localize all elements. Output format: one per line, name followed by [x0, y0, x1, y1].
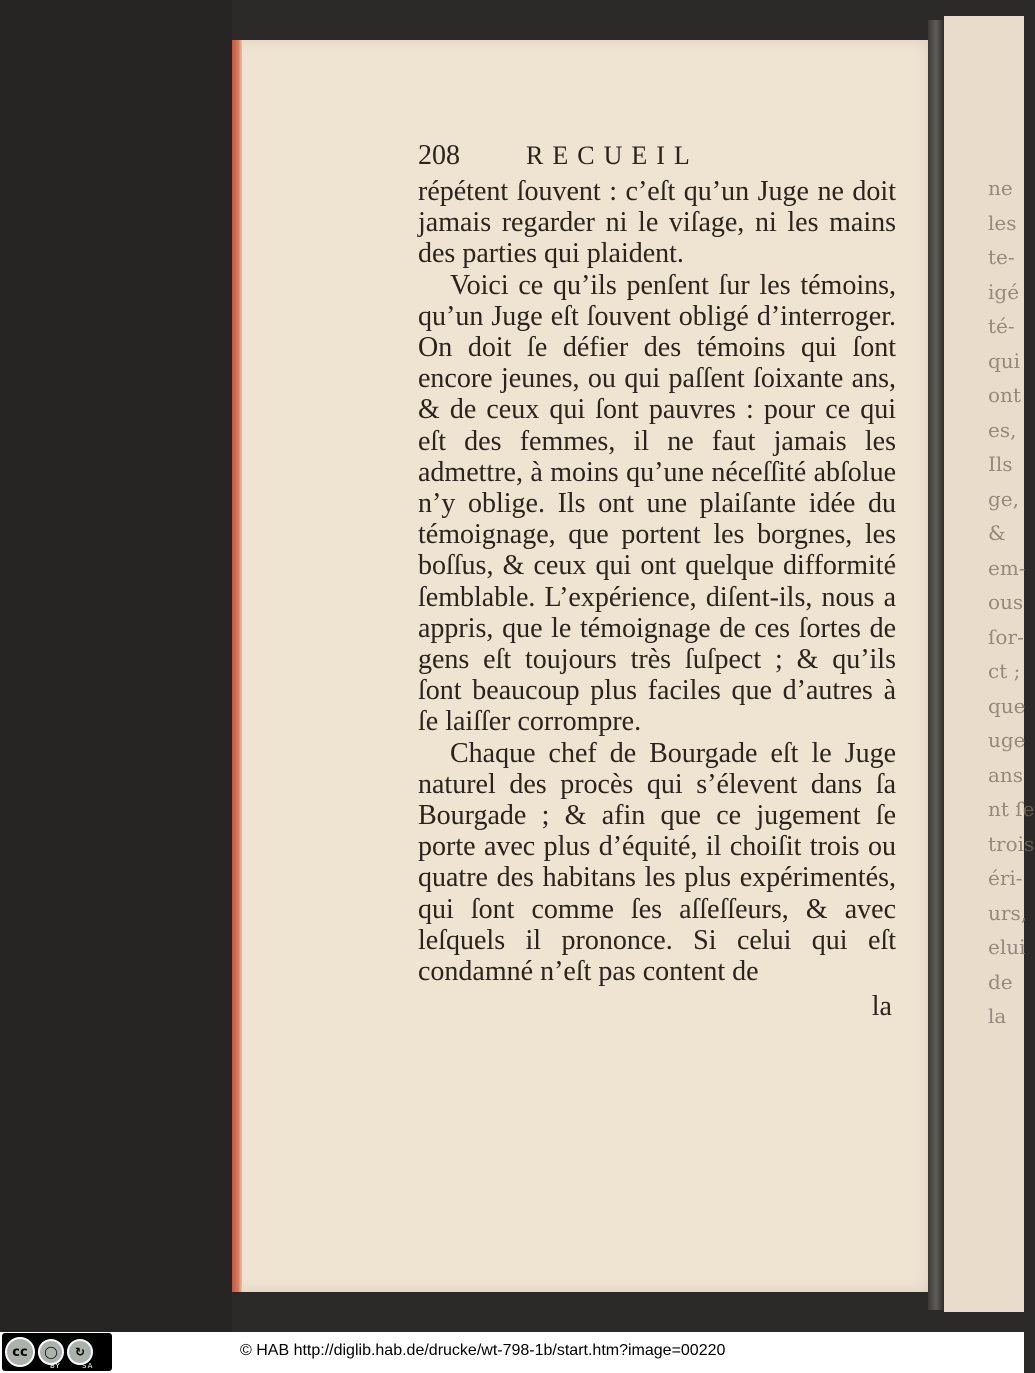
body-text — [418, 176, 896, 987]
paragraph-village-judge: Chaque chef de Bourgade eſt le Juge naturel des procès qui s’élevent dans ſa Bourgade ; & afin que ce jugement ſe porte avec plus d’équité, il choiſit trois ou quatre des habitans les plus expérimentés, qui ſont comme ſes aſſeſſeurs, & avec leſquels il prononce. Si celui qui eſt condamné n’eſt pas content de — [418, 737, 896, 988]
facing-page-fragment: nt ſe — [988, 797, 1035, 821]
facing-page-edge — [944, 16, 1035, 1312]
by-label: BY — [50, 1362, 61, 1370]
facing-page-fragment: qui — [988, 348, 1021, 373]
facing-page-fragment: éri- — [988, 866, 1023, 890]
running-head — [418, 140, 896, 176]
facing-page-fragment: urs, — [988, 900, 1028, 925]
cc-license-badge[interactable] — [2, 1333, 112, 1371]
facing-page-fragment: ſor- — [988, 624, 1024, 649]
facing-page-fragment: que — [988, 693, 1026, 718]
paragraph-continuation: répétent ſouvent : c’eſt qu’un Juge ne doit jamais regarder ni le viſage, ni les mains des parties qui plaident. — [418, 176, 896, 270]
facing-page-fragment: de — [988, 969, 1013, 994]
page-red-edge — [232, 40, 242, 1292]
scan-background — [0, 0, 232, 1332]
facing-page-fragment: ge, — [988, 486, 1019, 511]
facing-page-fragment: ous — [988, 590, 1024, 614]
credit-text: © HAB http://diglib.hab.de/drucke/wt-798-1b/start.htm?image=00220 — [240, 1342, 726, 1359]
footer-bar — [0, 1332, 1024, 1373]
paragraph-witnesses: Voici ce qu’ils penſent ſur les témoins, qu’un Juge eſt ſouvent obligé d’interroger. On doit ſe défier des témoins qui ſont encore jeunes, ou qui paſſent ſoixante ans, & de ceux qui ſont pauvres : pour ce qui eſt des femmes, il ne faut jamais les admettre, à moins qu’une néceſſité abſolue n’y oblige. Ils ont une plaiſante idée du témoignage, que portent les borgnes, les boſſus, & ceux qui ont quelque difformité ſemblable. L’expérience, diſent-ils, nous a appris, que le témoignage de ces ſortes de gens eſt toujours très ſuſpect ; & qu’ils ſont beaucoup plus faciles que d’autres à ſe laiſſer corrompre. — [418, 269, 896, 738]
sa-share-alike-icon: ↻ — [67, 1339, 93, 1365]
facing-page-fragment: & — [988, 521, 1006, 545]
book-gutter — [928, 20, 944, 1310]
facing-page-fragment: la — [988, 1004, 1007, 1028]
cc-icon: cc — [5, 1337, 35, 1367]
facing-page-fragment: Ils — [988, 452, 1013, 476]
sa-label: SA — [82, 1362, 94, 1370]
facing-page-fragment: trois — [988, 831, 1035, 856]
page-text-block — [418, 140, 896, 1022]
facing-page-fragment: ne — [988, 176, 1013, 200]
facing-page-fragment: te- — [988, 245, 1015, 269]
facing-page-fragment: té- — [988, 314, 1015, 338]
running-title: RECUEIL — [526, 141, 699, 170]
facing-page-fragment: uge — [988, 728, 1026, 752]
catchword: la — [871, 991, 892, 1023]
facing-page-fragment: ont — [988, 383, 1021, 407]
facing-page-fragment: les — [988, 210, 1017, 235]
facing-page-fragment: ans — [988, 762, 1024, 787]
facing-page-fragment: em- — [988, 555, 1026, 580]
facing-page-fragment: elui — [988, 935, 1026, 959]
page-number: 208 — [418, 140, 460, 171]
facing-page-fragment: igé — [988, 279, 1020, 304]
facing-page-fragment: ct ; — [988, 659, 1021, 683]
facing-page-fragment: es, — [988, 417, 1017, 442]
by-attribution-icon: ◯ — [38, 1339, 64, 1365]
